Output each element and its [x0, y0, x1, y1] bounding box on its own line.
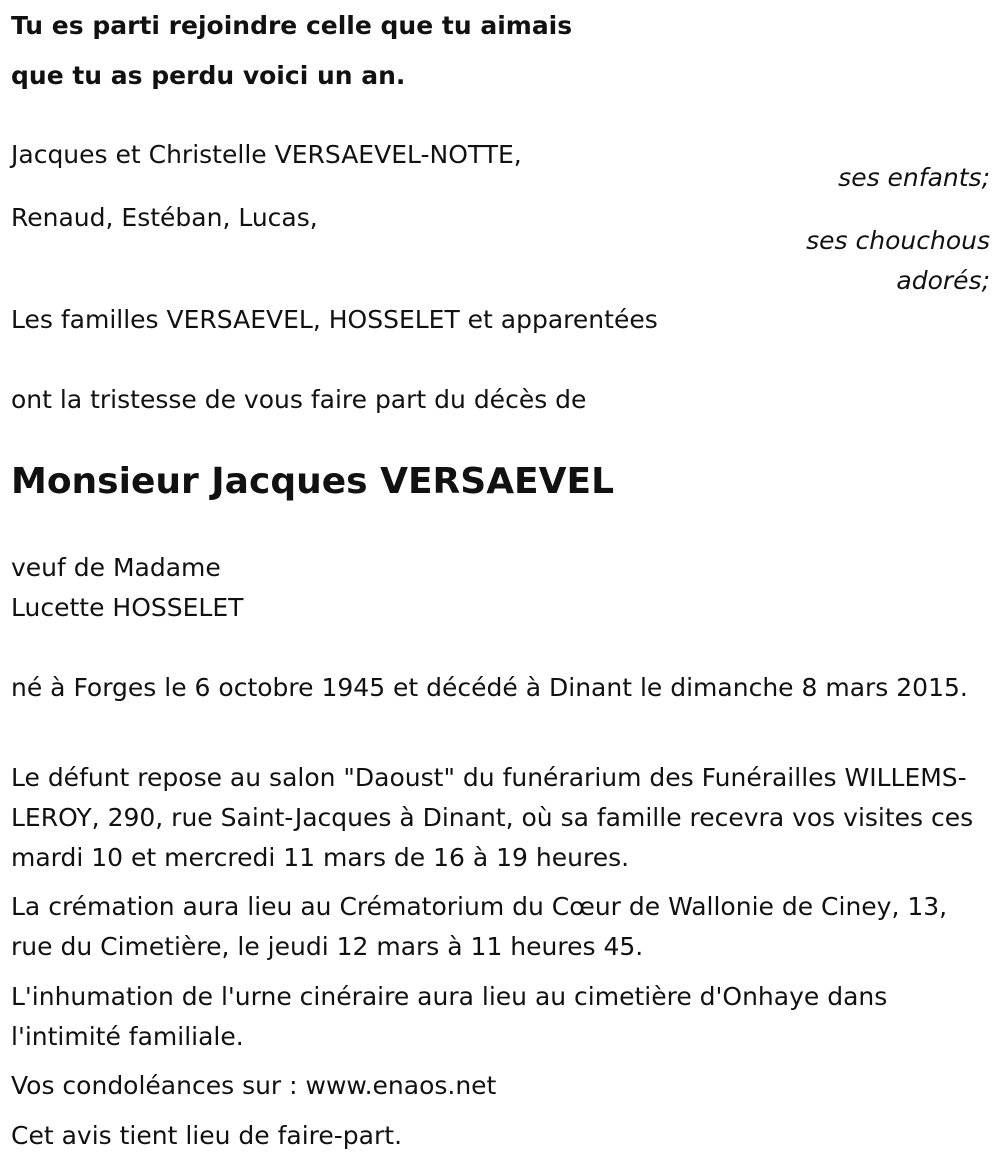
notice-paragraph: Cet avis tient lieu de faire-part. [11, 1121, 403, 1150]
children-names: Jacques et Christelle VERSAEVEL-NOTTE, [11, 140, 522, 169]
announcement-text: ont la tristesse de vous faire part du décès de [11, 385, 587, 414]
condolences-paragraph: Vos condoléances sur : www.enaos.net [11, 1071, 497, 1100]
grandchildren-role-line-1: ses chouchous [806, 226, 990, 255]
families-line: Les familles VERSAEVEL, HOSSELET et apparentées [11, 305, 658, 334]
grandchildren-role-line-2: adorés; [896, 266, 990, 295]
children-role: ses enfants; [838, 163, 990, 192]
epigraph-line-2: que tu as perdu voici un an. [11, 61, 406, 90]
widower-line-2: Lucette HOSSELET [11, 593, 244, 622]
epigraph-line-1: Tu es parti rejoindre celle que tu aimais [11, 11, 573, 40]
cremation-paragraph: La crémation aura lieu au Crématorium du Cœur de Wallonie de Ciney, 13, rue du Cimetière, le jeudi 12 mars à 11 heures 45. [11, 892, 948, 961]
birth-death-paragraph: né à Forges le 6 octobre 1945 et décédé à Dinant le dimanche 8 mars 2015. [11, 673, 968, 702]
widower-line-1: veuf de Madame [11, 553, 221, 582]
deceased-name: Monsieur Jacques VERSAEVEL [11, 461, 615, 502]
inhumation-paragraph: L'inhumation de l'urne cinéraire aura lieu au cimetière d'Onhaye dans l'intimité familiale. [11, 982, 888, 1051]
rest-paragraph: Le défunt repose au salon "Daoust" du funérarium des Funérailles WILLEMS-LEROY, 290, rue Saint-Jacques à Dinant, où sa famille recevra vos visites ces mardi 10 et mercredi 11 mars de 16 à 19 heures. [11, 763, 974, 872]
grandchildren-names: Renaud, Estéban, Lucas, [11, 203, 318, 232]
